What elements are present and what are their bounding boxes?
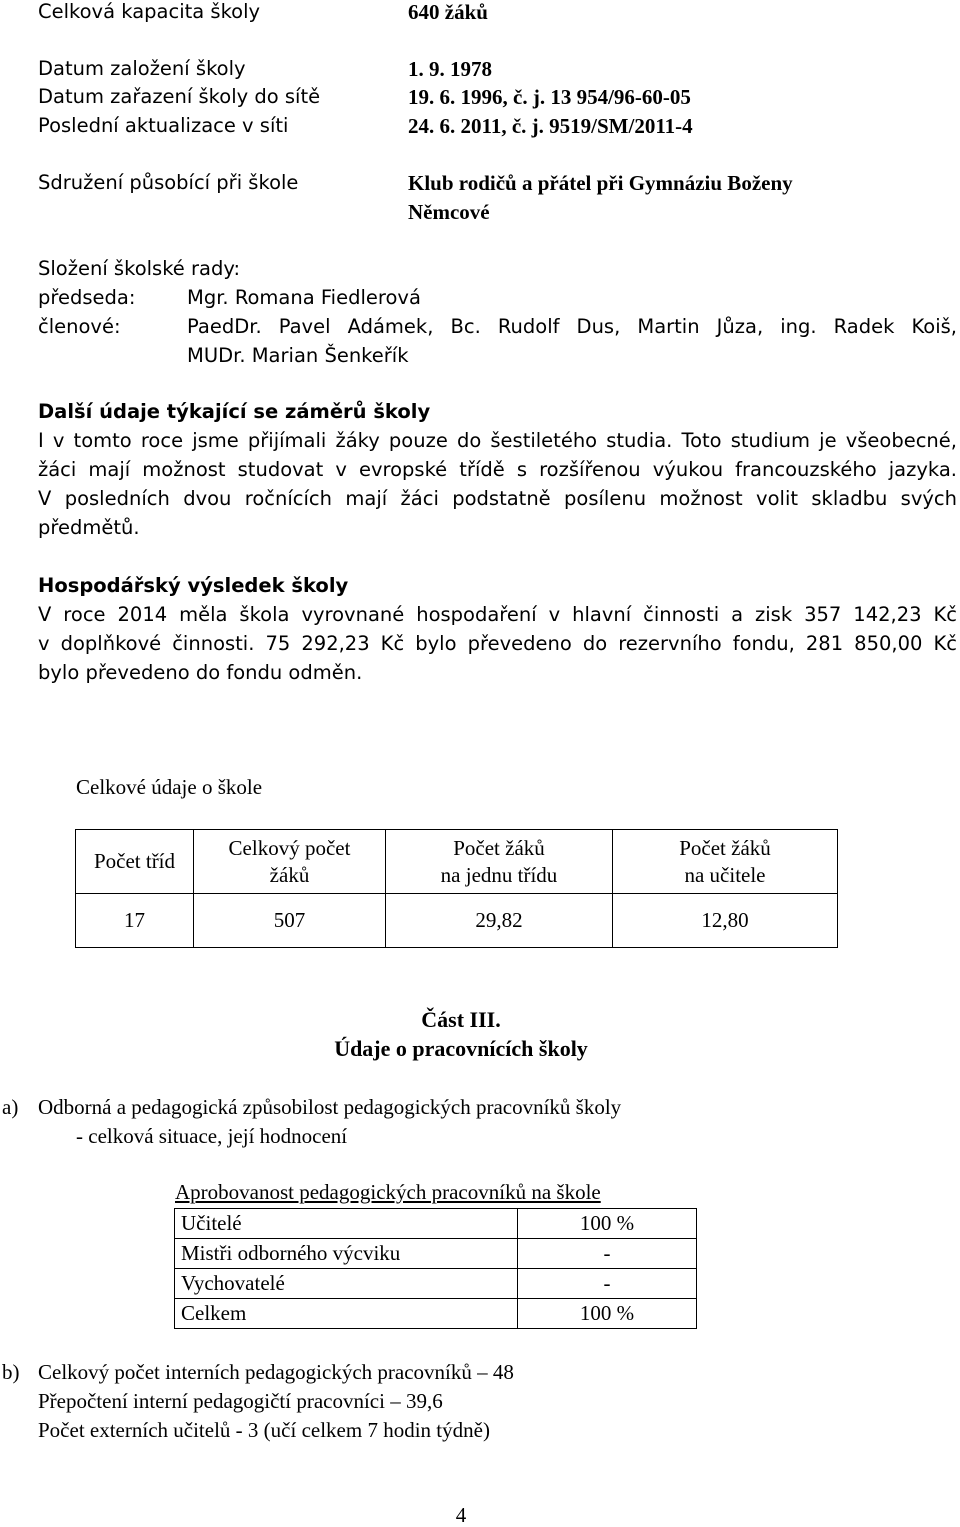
economy-line2: v doplňkové činnosti. 75 292,23 Kč bylo převedeno do rezervního fondu, 281 850,00 Kč (38, 632, 957, 655)
capacity-label: Celková kapacita školy (38, 0, 261, 23)
item-a-sub: - celková situace, její hodnocení (76, 1124, 348, 1148)
item-b-marker: b) (2, 1360, 20, 1384)
board-members-line2: MUDr. Marian Šenkeřík (187, 344, 409, 367)
intentions-line1: I v tomto roce jsme přijímali žáky pouze do šestiletého studia. Toto studium je všeobecné, (38, 429, 957, 452)
approbation-label: Celkem (175, 1299, 518, 1329)
approbation-label: Mistři odborného výcviku (175, 1239, 518, 1269)
part3-subtitle: Údaje o pracovnících školy (334, 1036, 588, 1061)
approbation-value: - (518, 1269, 697, 1299)
item-a-marker: a) (2, 1095, 19, 1119)
network-label: Datum zařazení školy do sítě (38, 85, 321, 108)
update-value: 24. 6. 2011, č. j. 9519/SM/2011-4 (408, 114, 693, 138)
overall-header-students (194, 830, 386, 894)
update-label: Poslední aktualizace v síti (38, 114, 289, 137)
overall-header-classes-text: Počet tříd (93, 849, 176, 873)
network-value: 19. 6. 1996, č. j. 13 954/96-60-05 (408, 85, 691, 109)
board-heading: Složení školské rady: (38, 257, 241, 280)
overall-table (75, 829, 838, 948)
overall-value-per-teacher: 12,80 (613, 894, 838, 948)
approbation-title: Aprobovanost pedagogických pracovníků na škole (175, 1180, 601, 1204)
intentions-line3: V posledních dvou ročnících mají žáci podstatně posílenu možnost volit skladbu svých (38, 487, 957, 510)
intentions-heading: Další údaje týkající se záměrů školy (38, 400, 431, 423)
overall-header-students-line2: žáků (269, 862, 310, 887)
overall-header-per-class-line1: Počet žáků (453, 835, 545, 860)
overall-header-per-teacher-line2: na učitele (684, 862, 766, 887)
page-number: 4 (455, 1503, 467, 1527)
board-members-line1: PaedDr. Pavel Adámek, Bc. Rudolf Dus, Martin Jůza, ing. Radek Koiš, (187, 315, 957, 338)
item-b-line2: Přepočtení interní pedagogičtí pracovníci – 39,6 (38, 1389, 443, 1413)
intentions-line2: žáci mají možnost studovat v evropské třídě s rozšířenou výukou francouzského jazyka. (38, 458, 957, 481)
item-a-text: Odborná a pedagogická způsobilost pedagogických pracovníků školy (38, 1095, 622, 1119)
part3-title: Část III. (421, 1007, 501, 1032)
board-members-label: členové: (38, 315, 121, 338)
association-label: Sdružení působící při škole (38, 171, 299, 194)
approbation-value: 100 % (518, 1209, 697, 1239)
overall-header-per-class (386, 830, 613, 894)
overall-heading: Celkové údaje o škole (76, 775, 263, 799)
overall-value-students: 507 (194, 894, 386, 948)
overall-header-per-teacher-line1: Počet žáků (679, 835, 771, 860)
board-chair-value: Mgr. Romana Fiedlerová (187, 286, 421, 309)
overall-header-students-line1: Celkový počet (228, 835, 351, 860)
founded-label: Datum založení školy (38, 57, 246, 80)
approbation-value: - (518, 1239, 697, 1269)
overall-header-per-class-line2: na jednu třídu (440, 862, 558, 887)
economy-line1: V roce 2014 měla škola vyrovnané hospodaření v hlavní činnosti a zisk 357 142,23 Kč (38, 603, 957, 626)
overall-header-per-teacher (613, 830, 838, 894)
economy-heading: Hospodářský výsledek školy (38, 574, 349, 597)
approbation-value: 100 % (518, 1299, 697, 1329)
overall-header-classes (76, 830, 194, 894)
association-value-line2: Němcové (408, 200, 490, 224)
approbation-row (175, 1269, 697, 1299)
item-b-line3: Počet externích učitelů - 3 (učí celkem 7 hodin týdně) (38, 1418, 490, 1442)
overall-header-row (76, 830, 838, 894)
approbation-label: Vychovatelé (175, 1269, 518, 1299)
overall-value-per-class: 29,82 (386, 894, 613, 948)
approbation-row (175, 1299, 697, 1329)
association-value-line1: Klub rodičů a přátel při Gymnáziu Boženy (408, 171, 793, 195)
founded-value: 1. 9. 1978 (408, 57, 492, 81)
item-b-line1: Celkový počet interních pedagogických pracovníků – 48 (38, 1360, 514, 1384)
overall-values-row (76, 894, 838, 948)
economy-line3: bylo převedeno do fondu odměn. (38, 661, 363, 684)
overall-value-classes: 17 (76, 894, 194, 948)
approbation-table (174, 1208, 697, 1329)
approbation-row (175, 1239, 697, 1269)
board-chair-label: předseda: (38, 286, 136, 309)
capacity-value: 640 žáků (408, 0, 488, 24)
approbation-row (175, 1209, 697, 1239)
intentions-line4: předmětů. (38, 516, 140, 539)
approbation-label: Učitelé (175, 1209, 518, 1239)
